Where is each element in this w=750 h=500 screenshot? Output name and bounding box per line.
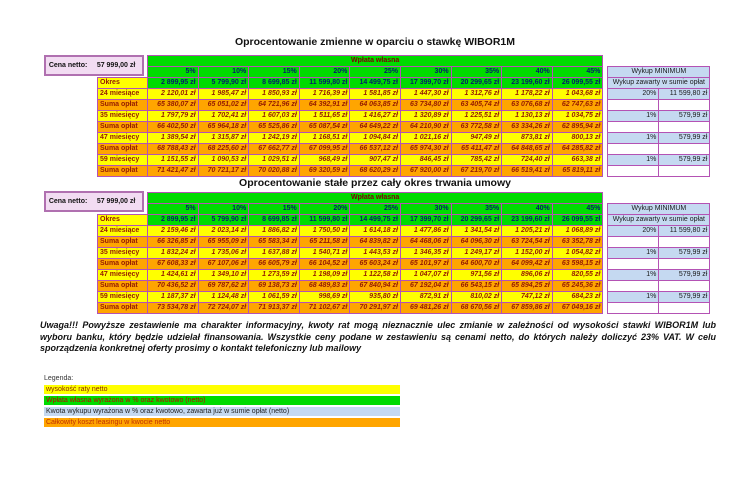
legend-item: Kwota wykupu wyrażona w % oraz kwotowo, zawarta już w sumie opłat (netto) [44, 407, 400, 416]
value-cell: 1 242,19 zł [249, 133, 300, 144]
value-cell: 67 859,86 zł [502, 303, 553, 314]
value-cell: 872,91 zł [400, 292, 451, 303]
value-cell: 66 104,52 zł [299, 259, 350, 270]
wykup-subheader: Wykup zawarty w sumie opłat [608, 215, 710, 226]
percent-header: 10% [198, 204, 249, 215]
wykup-empty-cell [608, 144, 659, 155]
value-cell: 67 192,04 zł [400, 281, 451, 292]
cena-netto-value: 57 999,00 zł [96, 198, 136, 205]
value-cell: 71 913,37 zł [249, 303, 300, 314]
wykup-empty-cell [608, 237, 659, 248]
value-cell: 66 537,12 zł [350, 144, 401, 155]
value-cell: 65 101,97 zł [400, 259, 451, 270]
row-label: Suma opłat [98, 237, 148, 248]
value-cell: 63 724,54 zł [502, 237, 553, 248]
value-cell: 1 832,24 zł [148, 248, 199, 259]
row-label: Suma opłat [98, 100, 148, 111]
table-oprocentowanie-zmienne [97, 55, 710, 177]
percent-header: 15% [249, 67, 300, 78]
value-cell: 68 620,29 zł [350, 166, 401, 177]
value-cell: 1 797,79 zł [148, 111, 199, 122]
value-cell: 73 534,78 zł [148, 303, 199, 314]
cena-netto-label: Cena netto: [48, 62, 88, 69]
value-cell: 65 087,54 zł [299, 122, 350, 133]
cena-netto-value: 57 999,00 zł [96, 62, 136, 69]
value-cell: 1 315,87 zł [198, 133, 249, 144]
value-cell: 64 839,82 zł [350, 237, 401, 248]
value-cell: 1 716,39 zł [299, 89, 350, 100]
spacer-cell [608, 193, 710, 204]
percent-header: 30% [400, 67, 451, 78]
value-cell: 72 724,07 zł [198, 303, 249, 314]
value-cell: 63 772,58 zł [451, 122, 502, 133]
value-cell: 1 346,35 zł [400, 248, 451, 259]
value-cell: 67 920,00 zł [400, 166, 451, 177]
value-cell: 1 029,51 zł [249, 155, 300, 166]
legend-item: Wpłata własna wyrażona w % oraz kwotowo (netto) [44, 396, 400, 405]
wykup-amount-cell: 579,99 zł [659, 270, 710, 281]
value-cell: 1 205,21 zł [502, 226, 553, 237]
percent-header: 5% [148, 204, 199, 215]
value-cell: 1 443,53 zł [350, 248, 401, 259]
legend-item: Całkowity koszt leasingu w kwocie netto [44, 418, 400, 427]
legend [44, 375, 400, 427]
value-cell: 65 964,18 zł [198, 122, 249, 133]
value-cell: 1 249,17 zł [451, 248, 502, 259]
value-cell: 2 159,46 zł [148, 226, 199, 237]
value-cell: 65 051,02 zł [198, 100, 249, 111]
row-label: Okres [98, 78, 148, 89]
value-cell: 1 198,09 zł [299, 270, 350, 281]
value-cell: 1 312,76 zł [451, 89, 502, 100]
row-label: Suma opłat [98, 122, 148, 133]
value-cell: 69 320,59 zł [299, 166, 350, 177]
value-cell: 1 047,07 zł [400, 270, 451, 281]
row-label: 47 miesięcy [98, 133, 148, 144]
value-cell: 64 721,96 zł [249, 100, 300, 111]
wykup-empty-cell [608, 122, 659, 133]
value-cell: 20 299,65 zł [451, 215, 502, 226]
value-cell: 1 061,59 zł [249, 292, 300, 303]
pricing-grid-2 [97, 192, 710, 314]
value-cell: 67 099,95 zł [299, 144, 350, 155]
value-cell: 65 974,30 zł [400, 144, 451, 155]
value-cell: 1 614,18 zł [350, 226, 401, 237]
value-cell: 69 481,26 zł [400, 303, 451, 314]
value-cell: 66 326,85 zł [148, 237, 199, 248]
wykup-amount-cell: 579,99 zł [659, 133, 710, 144]
row-label: 59 miesięcy [98, 292, 148, 303]
value-cell: 65 380,07 zł [148, 100, 199, 111]
row-label: Suma opłat [98, 259, 148, 270]
wykup-empty-cell [608, 303, 659, 314]
row-label: 24 miesiące [98, 89, 148, 100]
value-cell: 1 750,50 zł [299, 226, 350, 237]
value-cell: 1 273,59 zł [249, 270, 300, 281]
value-cell: 67 662,77 zł [249, 144, 300, 155]
percent-header: 25% [350, 67, 401, 78]
wykup-empty-cell [608, 100, 659, 111]
value-cell: 67 049,16 zł [552, 303, 603, 314]
value-cell: 14 499,75 zł [350, 78, 401, 89]
value-cell: 810,02 zł [451, 292, 502, 303]
percent-header: 35% [451, 67, 502, 78]
wykup-empty-cell [608, 259, 659, 270]
row-label: Suma opłat [98, 144, 148, 155]
value-cell: 65 211,58 zł [299, 237, 350, 248]
value-cell: 68 489,83 zł [299, 281, 350, 292]
spacer-cell [98, 204, 148, 215]
value-cell: 2 120,01 zł [148, 89, 199, 100]
row-label: Suma opłat [98, 303, 148, 314]
value-cell: 63 352,78 zł [552, 237, 603, 248]
value-cell: 63 076,68 zł [502, 100, 553, 111]
value-cell: 2 899,95 zł [148, 78, 199, 89]
wykup-percent-cell: 1% [608, 248, 659, 259]
wykup-empty-cell [608, 166, 659, 177]
value-cell: 69 138,73 zł [249, 281, 300, 292]
value-cell: 70 721,17 zł [198, 166, 249, 177]
percent-header: 20% [299, 67, 350, 78]
value-cell: 66 402,50 zł [148, 122, 199, 133]
value-cell: 1 151,55 zł [148, 155, 199, 166]
wykup-empty-cell [659, 144, 710, 155]
wykup-amount-cell: 579,99 zł [659, 292, 710, 303]
value-cell: 947,49 zł [451, 133, 502, 144]
percent-header: 15% [249, 204, 300, 215]
pricing-grid-1 [97, 55, 710, 177]
percent-header: 45% [552, 67, 603, 78]
spacer-cell [608, 56, 710, 67]
percent-header: 20% [299, 204, 350, 215]
legend-label: Legenda: [44, 375, 74, 382]
value-cell: 62 747,63 zł [552, 100, 603, 111]
value-cell: 1 178,22 zł [502, 89, 553, 100]
value-cell: 64 285,82 zł [552, 144, 603, 155]
wykup-subheader: Wykup zawarty w sumie opłat [608, 78, 710, 89]
value-cell: 5 799,90 zł [198, 78, 249, 89]
wykup-percent-cell: 1% [608, 292, 659, 303]
value-cell: 64 468,06 zł [400, 237, 451, 248]
value-cell: 69 787,62 zł [198, 281, 249, 292]
value-cell: 684,23 zł [552, 292, 603, 303]
wykup-amount-cell: 579,99 zł [659, 155, 710, 166]
value-cell: 64 210,90 zł [400, 122, 451, 133]
value-cell: 26 099,55 zł [552, 78, 603, 89]
wykup-empty-cell [659, 122, 710, 133]
value-cell: 1 477,86 zł [400, 226, 451, 237]
value-cell: 11 599,80 zł [299, 78, 350, 89]
value-cell: 1 187,37 zł [148, 292, 199, 303]
value-cell: 64 600,70 zł [451, 259, 502, 270]
value-cell: 65 525,86 zł [249, 122, 300, 133]
value-cell: 67 219,70 zł [451, 166, 502, 177]
value-cell: 65 819,11 zł [552, 166, 603, 177]
value-cell: 998,69 zł [299, 292, 350, 303]
wykup-percent-cell: 1% [608, 270, 659, 281]
value-cell: 820,55 zł [552, 270, 603, 281]
value-cell: 1 152,00 zł [502, 248, 553, 259]
percent-header: 40% [502, 67, 553, 78]
row-label: 24 miesiące [98, 226, 148, 237]
value-cell: 747,12 zł [502, 292, 553, 303]
value-cell: 67 840,94 zł [350, 281, 401, 292]
value-cell: 66 543,15 zł [451, 281, 502, 292]
value-cell: 1 124,48 zł [198, 292, 249, 303]
wykup-percent-cell: 20% [608, 89, 659, 100]
spacer-cell [98, 67, 148, 78]
value-cell: 1 416,27 zł [350, 111, 401, 122]
value-cell: 65 583,34 zł [249, 237, 300, 248]
warning-note: Uwaga!!! Powyższe zestawienie ma charakter informacyjny, kwoty rat mogą nieznacznie ulec zmianie w zależności od wysokości stawki WIBOR1M lub wyboru banku, który będzie udzielał finansowania. Wszystkie ceny podane w zestawieniu są cenami netto, do których należy doliczyć 23% VAT. W celu sporządzenia konkretnej oferty prosimy o kontakt telefoniczny lub mailowy [40, 320, 716, 353]
wykup-minimum-header: Wykup MINIMUM [608, 67, 710, 78]
value-cell: 1 168,51 zł [299, 133, 350, 144]
spacer-cell [98, 193, 148, 204]
wykup-percent-cell: 1% [608, 155, 659, 166]
value-cell: 1 637,88 zł [249, 248, 300, 259]
value-cell: 1 021,16 zł [400, 133, 451, 144]
row-label: Suma opłat [98, 166, 148, 177]
row-label: 47 miesięcy [98, 270, 148, 281]
value-cell: 1 054,82 zł [552, 248, 603, 259]
value-cell: 64 392,91 zł [299, 100, 350, 111]
value-cell: 63 734,80 zł [400, 100, 451, 111]
value-cell: 67 107,06 zł [198, 259, 249, 270]
value-cell: 63 598,15 zł [552, 259, 603, 270]
value-cell: 1 349,10 zł [198, 270, 249, 281]
value-cell: 1 886,82 zł [249, 226, 300, 237]
value-cell: 1 424,61 zł [148, 270, 199, 281]
legend-item: wysokość raty netto [44, 385, 400, 394]
wykup-empty-cell [659, 303, 710, 314]
wplata-wlasna-header: Wpłata własna [148, 193, 603, 204]
value-cell: 68 670,56 zł [451, 303, 502, 314]
value-cell: 846,45 zł [400, 155, 451, 166]
wykup-amount-cell: 579,99 zł [659, 111, 710, 122]
value-cell: 1 511,65 zł [299, 111, 350, 122]
value-cell: 64 096,30 zł [451, 237, 502, 248]
wykup-empty-cell [659, 166, 710, 177]
value-cell: 65 245,36 zł [552, 281, 603, 292]
percent-header: 5% [148, 67, 199, 78]
value-cell: 65 603,24 zł [350, 259, 401, 270]
wykup-amount-cell: 579,99 zł [659, 248, 710, 259]
value-cell: 1 702,41 zł [198, 111, 249, 122]
value-cell: 1 068,89 zł [552, 226, 603, 237]
value-cell: 1 341,54 zł [451, 226, 502, 237]
value-cell: 663,38 zł [552, 155, 603, 166]
spacer-cell [98, 56, 148, 67]
value-cell: 64 099,42 zł [502, 259, 553, 270]
wykup-amount-cell: 11 599,80 zł [659, 89, 710, 100]
value-cell: 1 735,06 zł [198, 248, 249, 259]
table-oprocentowanie-stale [97, 192, 710, 314]
value-cell: 2 899,95 zł [148, 215, 199, 226]
value-cell: 8 699,85 zł [249, 215, 300, 226]
value-cell: 11 599,80 zł [299, 215, 350, 226]
value-cell: 1 043,68 zł [552, 89, 603, 100]
value-cell: 65 411,47 zł [451, 144, 502, 155]
value-cell: 1 090,53 zł [198, 155, 249, 166]
row-label: 35 miesięcy [98, 248, 148, 259]
value-cell: 1 850,93 zł [249, 89, 300, 100]
value-cell: 1 094,84 zł [350, 133, 401, 144]
value-cell: 5 799,90 zł [198, 215, 249, 226]
wykup-empty-cell [659, 237, 710, 248]
value-cell: 66 605,79 zł [249, 259, 300, 270]
value-cell: 63 405,74 zł [451, 100, 502, 111]
wykup-empty-cell [608, 281, 659, 292]
value-cell: 800,13 zł [552, 133, 603, 144]
value-cell: 23 199,60 zł [502, 78, 553, 89]
value-cell: 65 955,09 zł [198, 237, 249, 248]
percent-header: 25% [350, 204, 401, 215]
value-cell: 971,56 zł [451, 270, 502, 281]
value-cell: 64 848,65 zł [502, 144, 553, 155]
percent-header: 10% [198, 67, 249, 78]
row-label: 35 miesięcy [98, 111, 148, 122]
value-cell: 873,81 zł [502, 133, 553, 144]
value-cell: 70 291,97 zł [350, 303, 401, 314]
value-cell: 8 699,85 zł [249, 78, 300, 89]
value-cell: 66 519,41 zł [502, 166, 553, 177]
wykup-amount-cell: 11 599,80 zł [659, 226, 710, 237]
value-cell: 1 122,58 zł [350, 270, 401, 281]
value-cell: 68 788,43 zł [148, 144, 199, 155]
value-cell: 14 499,75 zł [350, 215, 401, 226]
wplata-wlasna-header: Wpłata własna [148, 56, 603, 67]
value-cell: 64 649,22 zł [350, 122, 401, 133]
value-cell: 20 299,65 zł [451, 78, 502, 89]
wykup-percent-cell: 1% [608, 133, 659, 144]
value-cell: 935,80 zł [350, 292, 401, 303]
row-label: Okres [98, 215, 148, 226]
value-cell: 907,47 zł [350, 155, 401, 166]
wykup-percent-cell: 1% [608, 111, 659, 122]
value-cell: 1 540,71 zł [299, 248, 350, 259]
value-cell: 1 985,47 zł [198, 89, 249, 100]
wykup-minimum-header: Wykup MINIMUM [608, 204, 710, 215]
value-cell: 26 099,55 zł [552, 215, 603, 226]
table2-title: Oprocentowanie stałe przez cały okres trwania umowy [239, 177, 511, 189]
value-cell: 785,42 zł [451, 155, 502, 166]
row-label: Suma opłat [98, 281, 148, 292]
value-cell: 1 389,54 zł [148, 133, 199, 144]
value-cell: 62 895,94 zł [552, 122, 603, 133]
value-cell: 2 023,14 zł [198, 226, 249, 237]
value-cell: 1 320,89 zł [400, 111, 451, 122]
value-cell: 968,49 zł [299, 155, 350, 166]
row-label: 59 miesięcy [98, 155, 148, 166]
value-cell: 17 399,70 zł [400, 78, 451, 89]
value-cell: 724,40 zł [502, 155, 553, 166]
value-cell: 65 894,25 zł [502, 281, 553, 292]
value-cell: 1 581,85 zł [350, 89, 401, 100]
cena-netto-label: Cena netto: [48, 198, 88, 205]
value-cell: 1 130,13 zł [502, 111, 553, 122]
wykup-empty-cell [659, 100, 710, 111]
wykup-empty-cell [659, 259, 710, 270]
value-cell: 71 102,67 zł [299, 303, 350, 314]
wykup-empty-cell [659, 281, 710, 292]
value-cell: 71 421,47 zł [148, 166, 199, 177]
percent-header: 30% [400, 204, 451, 215]
wykup-percent-cell: 20% [608, 226, 659, 237]
value-cell: 1 034,75 zł [552, 111, 603, 122]
table1-title: Oprocentowanie zmienne w oparciu o stawkę WIBOR1M [234, 36, 516, 48]
percent-header: 35% [451, 204, 502, 215]
value-cell: 1 225,51 zł [451, 111, 502, 122]
value-cell: 64 063,85 zł [350, 100, 401, 111]
value-cell: 896,06 zł [502, 270, 553, 281]
value-cell: 1 447,30 zł [400, 89, 451, 100]
value-cell: 70 436,52 zł [148, 281, 199, 292]
value-cell: 63 334,26 zł [502, 122, 553, 133]
value-cell: 17 399,70 zł [400, 215, 451, 226]
value-cell: 68 225,60 zł [198, 144, 249, 155]
value-cell: 1 607,03 zł [249, 111, 300, 122]
percent-header: 40% [502, 204, 553, 215]
percent-header: 45% [552, 204, 603, 215]
value-cell: 67 608,33 zł [148, 259, 199, 270]
value-cell: 23 199,60 zł [502, 215, 553, 226]
value-cell: 70 020,88 zł [249, 166, 300, 177]
